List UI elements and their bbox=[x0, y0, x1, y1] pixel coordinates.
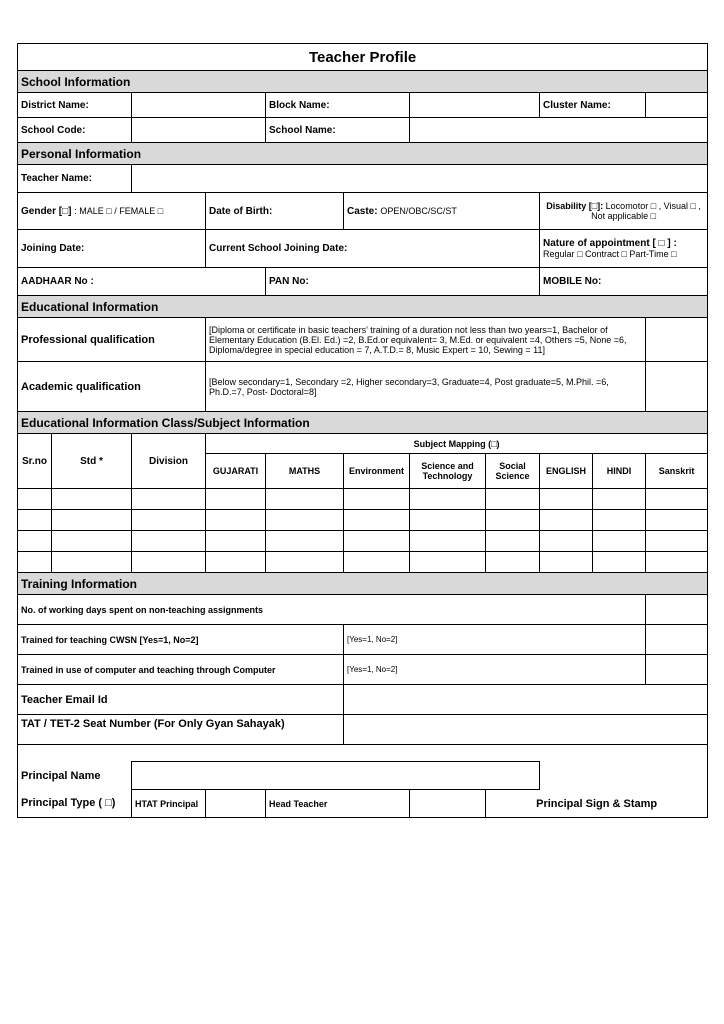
training-info-heading: Training Information bbox=[18, 573, 708, 595]
appointment-options: Regular □ Contract □ Part-Time □ bbox=[543, 248, 677, 259]
form-title: Teacher Profile bbox=[18, 44, 708, 71]
non-teaching-days-field[interactable] bbox=[646, 595, 708, 625]
table-cell[interactable] bbox=[266, 510, 344, 531]
table-cell[interactable] bbox=[593, 531, 646, 552]
tat-label: TAT / TET-2 Seat Number (For Only Gyan Sahayak) bbox=[18, 715, 344, 745]
table-cell[interactable] bbox=[266, 552, 344, 573]
table-cell[interactable] bbox=[486, 531, 540, 552]
head-teacher-label: Head Teacher bbox=[266, 790, 410, 818]
computer-training-field[interactable] bbox=[646, 655, 708, 685]
principal-sign-stamp-label: Principal Sign & Stamp bbox=[486, 790, 708, 818]
table-cell[interactable] bbox=[540, 510, 593, 531]
subject-header: Science and Technology bbox=[410, 454, 486, 489]
table-cell[interactable] bbox=[646, 510, 708, 531]
computer-training-label: Trained in use of computer and teaching through Computer bbox=[18, 655, 344, 685]
table-cell[interactable] bbox=[18, 510, 52, 531]
block-label: Block Name: bbox=[266, 93, 410, 118]
table-cell[interactable] bbox=[486, 489, 540, 510]
subject-header: MATHS bbox=[266, 454, 344, 489]
appointment-label: Nature of appointment [ □ ] : bbox=[543, 237, 677, 249]
dob-label: Date of Birth: bbox=[206, 193, 344, 230]
non-teaching-days-label: No. of working days spent on non-teaching assignments bbox=[18, 595, 646, 625]
subject-header: GUJARATI bbox=[206, 454, 266, 489]
aadhaar-label: AADHAAR No : bbox=[18, 268, 266, 296]
pan-label: PAN No: bbox=[266, 268, 540, 296]
professional-qualification-codes: [Diploma or certificate in basic teachers' training of a duration not less than two years=1, Bachelor of Elementary Education (B.El. Ed.) =2, B.Ed.or equivalent= 3, M.Ed. or equivalent =4, Others =5, None =6, Diploma/degree in special education = 7, A.T.D.= 8, Music Expert = 10, Sewing = 11] bbox=[206, 318, 646, 362]
principal-name-label: Principal Name bbox=[18, 762, 132, 790]
table-cell[interactable] bbox=[540, 489, 593, 510]
teacher-profile-form bbox=[17, 43, 707, 818]
principal-spacer bbox=[18, 745, 708, 762]
block-field[interactable] bbox=[410, 93, 540, 118]
table-cell[interactable] bbox=[52, 552, 132, 573]
subject-header: Sanskrit bbox=[646, 454, 708, 489]
table-cell[interactable] bbox=[344, 552, 410, 573]
srno-header: Sr.no bbox=[18, 434, 52, 489]
table-cell[interactable] bbox=[593, 510, 646, 531]
gender-label: Gender [□] bbox=[21, 205, 72, 217]
disability-line2: Not applicable □ bbox=[591, 211, 657, 221]
subject-mapping-header: Subject Mapping (□) bbox=[206, 434, 708, 454]
subject-header: HINDI bbox=[593, 454, 646, 489]
cluster-label: Cluster Name: bbox=[540, 93, 646, 118]
professional-qualification-label: Professional qualification bbox=[18, 318, 206, 362]
table-cell[interactable] bbox=[206, 489, 266, 510]
class-subject-heading: Educational Information Class/Subject Information bbox=[18, 412, 708, 434]
table-cell[interactable] bbox=[52, 510, 132, 531]
table-cell[interactable] bbox=[206, 510, 266, 531]
table-cell[interactable] bbox=[410, 489, 486, 510]
profile-table bbox=[17, 43, 708, 818]
table-cell[interactable] bbox=[646, 552, 708, 573]
htat-principal-checkbox[interactable] bbox=[206, 790, 266, 818]
table-cell[interactable] bbox=[646, 489, 708, 510]
joining-date-label: Joining Date: bbox=[18, 230, 206, 268]
table-cell[interactable] bbox=[18, 489, 52, 510]
teacher-name-field[interactable] bbox=[132, 165, 708, 193]
teacher-name-label: Teacher Name: bbox=[18, 165, 132, 193]
gender-cell[interactable] bbox=[18, 193, 206, 230]
std-header: Std * bbox=[52, 434, 132, 489]
principal-name-field[interactable] bbox=[132, 762, 540, 790]
subject-header: Social Science bbox=[486, 454, 540, 489]
table-cell[interactable] bbox=[206, 552, 266, 573]
school-code-field[interactable] bbox=[132, 118, 266, 143]
table-row bbox=[18, 510, 708, 531]
table-cell[interactable] bbox=[206, 531, 266, 552]
table-cell[interactable] bbox=[18, 531, 52, 552]
academic-qualification-codes: [Below secondary=1, Secondary =2, Higher secondary=3, Graduate=4, Post graduate=5, M.Phil. =6, Ph.D.=7, Post- Doctoral=8] bbox=[206, 362, 646, 412]
table-cell[interactable] bbox=[593, 552, 646, 573]
subject-header: Environment bbox=[344, 454, 410, 489]
table-row bbox=[18, 489, 708, 510]
personal-info-heading: Personal Information bbox=[18, 143, 708, 165]
caste-options: OPEN/OBC/SC/ST bbox=[380, 205, 457, 216]
division-header: Division bbox=[132, 434, 206, 489]
table-cell[interactable] bbox=[646, 531, 708, 552]
table-cell[interactable] bbox=[540, 552, 593, 573]
cwsn-label: Trained for teaching CWSN [Yes=1, No=2] bbox=[18, 625, 344, 655]
htat-principal-label: HTAT Principal bbox=[132, 790, 206, 818]
school-info-heading: School Information bbox=[18, 71, 708, 93]
email-label: Teacher Email Id bbox=[18, 685, 344, 715]
table-cell[interactable] bbox=[52, 489, 132, 510]
professional-qualification-field[interactable] bbox=[646, 318, 708, 362]
table-row bbox=[18, 552, 708, 573]
table-cell[interactable] bbox=[410, 510, 486, 531]
table-cell[interactable] bbox=[344, 489, 410, 510]
table-cell[interactable] bbox=[540, 531, 593, 552]
gender-options: : MALE □ / FEMALE □ bbox=[74, 205, 164, 216]
table-cell[interactable] bbox=[410, 531, 486, 552]
table-cell[interactable] bbox=[132, 489, 206, 510]
table-cell[interactable] bbox=[593, 489, 646, 510]
district-label: District Name: bbox=[18, 93, 132, 118]
principal-name-spacer bbox=[540, 762, 708, 790]
district-field[interactable] bbox=[132, 93, 266, 118]
caste-cell[interactable] bbox=[344, 193, 540, 230]
table-cell[interactable] bbox=[486, 510, 540, 531]
principal-type-label: Principal Type ( □) bbox=[18, 790, 132, 818]
tat-field[interactable] bbox=[344, 715, 708, 745]
table-cell[interactable] bbox=[266, 531, 344, 552]
subject-header: ENGLISH bbox=[540, 454, 593, 489]
cwsn-hint: [Yes=1, No=2] bbox=[344, 625, 646, 655]
computer-training-hint: [Yes=1, No=2] bbox=[344, 655, 646, 685]
school-code-label: School Code: bbox=[18, 118, 132, 143]
table-cell[interactable] bbox=[132, 552, 206, 573]
table-row bbox=[18, 531, 708, 552]
academic-qualification-field[interactable] bbox=[646, 362, 708, 412]
table-cell[interactable] bbox=[344, 531, 410, 552]
disability-cell[interactable] bbox=[540, 193, 708, 230]
email-field[interactable] bbox=[344, 685, 708, 715]
table-cell[interactable] bbox=[486, 552, 540, 573]
table-cell[interactable] bbox=[18, 552, 52, 573]
cluster-field[interactable] bbox=[646, 93, 708, 118]
educational-info-heading: Educational Information bbox=[18, 296, 708, 318]
mobile-label: MOBILE No: bbox=[540, 268, 708, 296]
table-cell[interactable] bbox=[132, 510, 206, 531]
cwsn-field[interactable] bbox=[646, 625, 708, 655]
table-cell[interactable] bbox=[410, 552, 486, 573]
head-teacher-checkbox[interactable] bbox=[410, 790, 486, 818]
current-school-joining-label: Current School Joining Date: bbox=[206, 230, 540, 268]
disability-label: Disability [□]: bbox=[546, 201, 604, 211]
table-cell[interactable] bbox=[132, 531, 206, 552]
academic-qualification-label: Academic qualification bbox=[18, 362, 206, 412]
school-name-label: School Name: bbox=[266, 118, 410, 143]
table-cell[interactable] bbox=[266, 489, 344, 510]
table-cell[interactable] bbox=[344, 510, 410, 531]
disability-line1: Locomotor □ , Visual □ , bbox=[605, 201, 701, 211]
school-name-field[interactable] bbox=[410, 118, 708, 143]
table-cell[interactable] bbox=[52, 531, 132, 552]
caste-label: Caste: bbox=[347, 205, 378, 217]
appointment-cell[interactable] bbox=[540, 230, 708, 268]
